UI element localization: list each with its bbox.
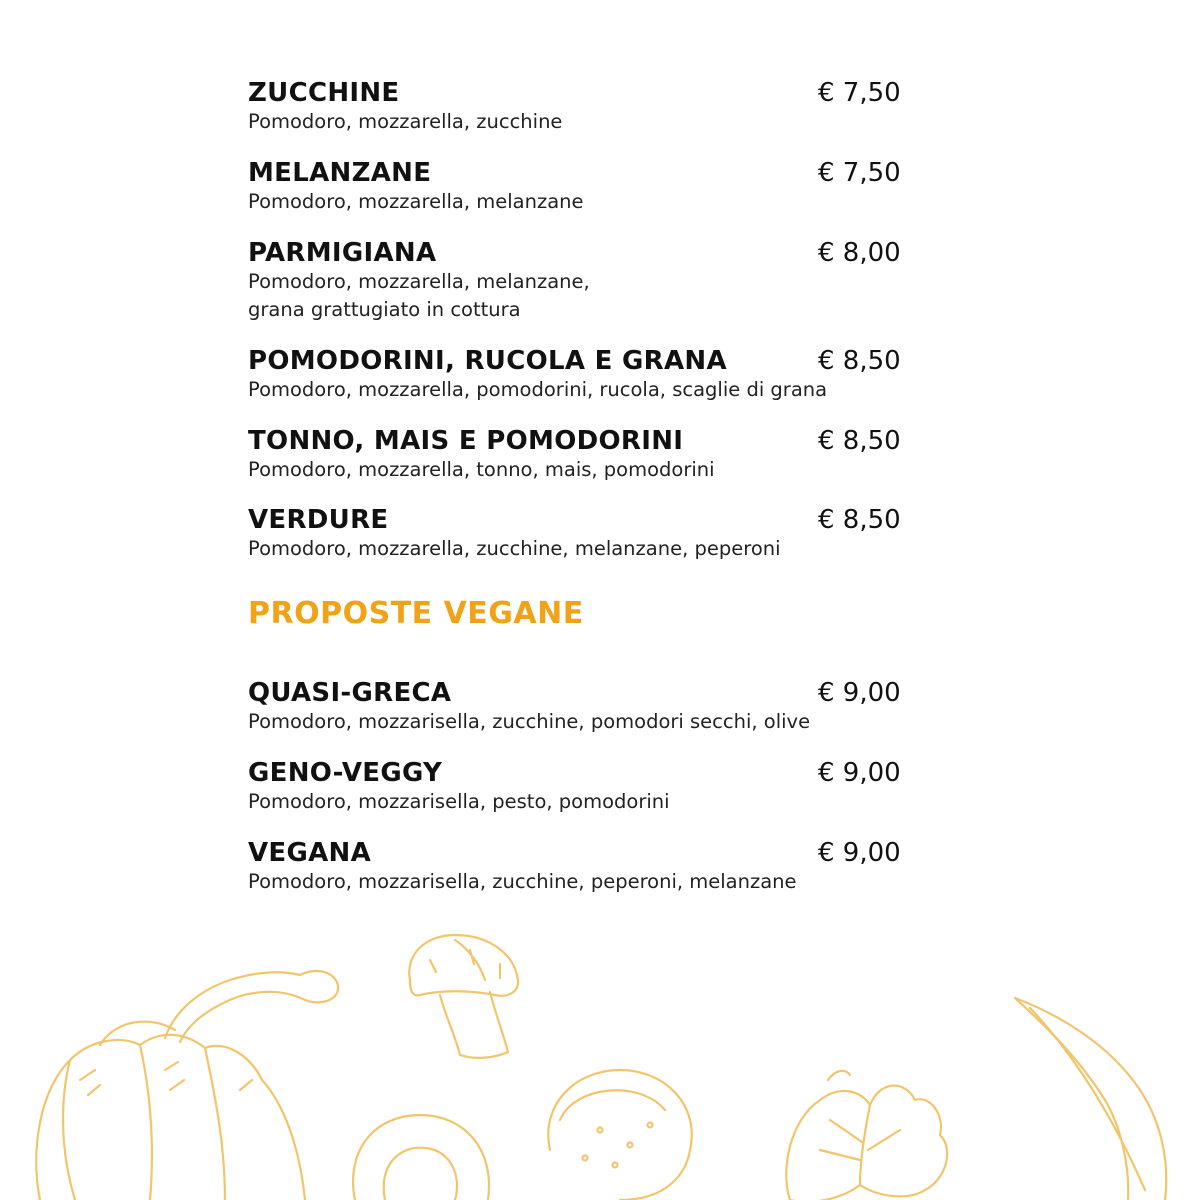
item-description: Pomodoro, mozzarisella, pesto, pomodorini: [248, 790, 670, 813]
item-price: € 7,50: [818, 158, 901, 188]
item-price: € 8,00: [818, 238, 901, 268]
menu-item-geno-veggy: [248, 758, 928, 816]
item-price: € 9,00: [818, 758, 901, 788]
item-description: Pomodoro, mozzarella, pomodorini, rucola, scaglie di grana: [248, 378, 828, 401]
item-description: Pomodoro, mozzarella, zucchine: [248, 110, 563, 133]
item-name: TONNO, MAIS E POMODORINI: [248, 426, 684, 456]
menu-item-vegana: [248, 838, 928, 896]
item-description: Pomodoro, mozzarisella, zucchine, peperoni, melanzane: [248, 870, 797, 893]
item-description: Pomodoro, mozzarisella, zucchine, pomodori secchi, olive: [248, 710, 811, 733]
basil-leaf-icon: [1015, 998, 1166, 1200]
menu-item-tonno-mais-pomodorini: [248, 426, 928, 484]
menu-item-zucchine: [248, 78, 928, 136]
menu-item-quasi-greca: [248, 678, 928, 736]
item-description: Pomodoro, mozzarella, zucchine, melanzane, peperoni: [248, 537, 781, 560]
item-description: Pomodoro, mozzarella, tonno, mais, pomodorini: [248, 458, 715, 481]
item-price: € 8,50: [818, 505, 901, 535]
item-description-line-2: grana grattugiato in cottura: [248, 298, 521, 321]
item-name: MELANZANE: [248, 158, 432, 188]
item-name: QUASI-GRECA: [248, 678, 452, 708]
bell-pepper-icon: [36, 971, 338, 1200]
menu-item-parmigiana: [248, 238, 928, 324]
item-price: € 7,50: [818, 78, 901, 108]
item-price: € 8,50: [818, 346, 901, 376]
mushroom-halves-icon: [353, 1070, 692, 1200]
item-price: € 8,50: [818, 426, 901, 456]
menu-item-pomodorini-rucola-grana: [248, 346, 928, 404]
item-price: € 9,00: [818, 678, 901, 708]
item-name: PARMIGIANA: [248, 238, 437, 268]
item-name: GENO-VEGGY: [248, 758, 443, 788]
item-description: Pomodoro, mozzarella, melanzane,: [248, 270, 590, 293]
item-name: VERDURE: [248, 505, 389, 535]
item-name: ZUCCHINE: [248, 78, 400, 108]
section-title-vegan: PROPOSTE VEGANE: [248, 596, 584, 631]
item-name: VEGANA: [248, 838, 372, 868]
parsley-icon: [786, 1071, 947, 1200]
vegetable-illustrations: [0, 920, 1200, 1200]
menu-item-melanzane: [248, 158, 928, 216]
mushroom-icon: [409, 935, 518, 1058]
item-name: POMODORINI, RUCOLA E GRANA: [248, 346, 727, 376]
item-price: € 9,00: [818, 838, 901, 868]
item-description: Pomodoro, mozzarella, melanzane: [248, 190, 584, 213]
menu-item-verdure: [248, 505, 928, 563]
